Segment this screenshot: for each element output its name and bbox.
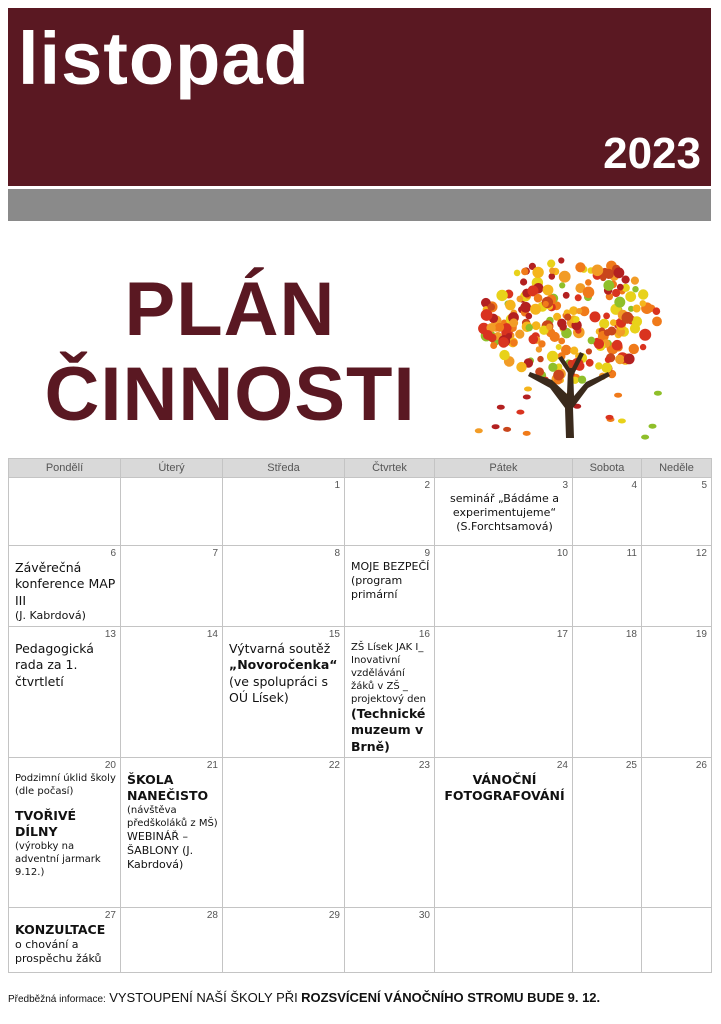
day-cell [121, 627, 223, 758]
weekday-header: Sobota [573, 459, 642, 478]
plan-title-line1: PLÁN [124, 267, 336, 352]
day-cell [223, 907, 345, 972]
day-number: 25 [625, 759, 637, 771]
week-row [9, 546, 712, 627]
day-number: 8 [334, 548, 340, 559]
day-cell [573, 627, 642, 758]
day-cell [223, 757, 345, 907]
day-number: 29 [328, 909, 340, 921]
day-cell [435, 478, 573, 546]
day-cell-empty [121, 478, 223, 546]
day-number: 30 [418, 909, 430, 921]
day-number: 3 [562, 480, 568, 491]
day-cell-empty [9, 478, 121, 546]
day-number: 5 [701, 480, 707, 491]
day-cell [642, 627, 712, 758]
event-conference: Závěrečná konference MAP III [15, 560, 116, 608]
day-cell [642, 546, 712, 627]
day-cell [642, 478, 712, 546]
day-number: 14 [206, 629, 218, 640]
event-seminar: seminář „Bádáme a experimentujeme“ (S.Forchtsamová) [449, 492, 560, 533]
day-cell [573, 757, 642, 907]
weekday-header: Pátek [435, 459, 573, 478]
day-number: 1 [334, 480, 340, 491]
event-teacher-meeting: Pedagogická rada za 1. čtvrtletí [15, 641, 94, 689]
event-cleanup: Podzimní úklid školy (dle počasí) [15, 772, 116, 797]
day-number: 9 [424, 548, 430, 559]
autumn-tree-icon [470, 248, 670, 443]
day-number: 18 [625, 629, 637, 640]
day-number: 10 [556, 548, 568, 559]
day-cell [435, 627, 573, 758]
day-cell [9, 907, 121, 972]
day-number: 4 [631, 480, 637, 491]
footer-text-bold: ROZSVÍCENÍ VÁNOČNÍHO STROMU BUDE 9. 12. [301, 990, 601, 1005]
day-cell [9, 546, 121, 627]
day-number: 15 [328, 629, 340, 640]
day-cell [121, 546, 223, 627]
year-title: 2023 [603, 129, 701, 178]
day-cell [345, 627, 435, 758]
day-number: 6 [110, 548, 116, 559]
day-cell-empty [435, 907, 573, 972]
footer-label: Předběžná informace: [8, 994, 106, 1005]
event-webinar: WEBINÁŘ – ŠABLONY (J. Kabrdová) [127, 830, 194, 871]
event-art-contest-name: „Novoročenka“ [229, 657, 338, 673]
day-cell [9, 757, 121, 907]
event-consultation: KONZULTACE [15, 921, 106, 937]
week-row [9, 757, 712, 907]
event-photo: VÁNOČNÍ FOTOGRAFOVÁNÍ [444, 771, 565, 803]
event-workshops-note: (výrobky na adventní jarmark 9.12.) [15, 841, 101, 879]
day-number: 27 [104, 909, 116, 921]
week-row [9, 907, 712, 972]
event-art-contest-note: (ve spolupráci s OÚ Lísek) [229, 673, 328, 705]
day-number: 23 [418, 759, 430, 771]
calendar-table [8, 458, 712, 973]
weekday-header-row [9, 459, 712, 478]
weekday-header: Středa [223, 459, 345, 478]
day-number: 28 [206, 909, 218, 921]
day-number: 22 [328, 759, 340, 771]
day-cell [121, 907, 223, 972]
day-cell [435, 546, 573, 627]
title-banner [8, 8, 711, 186]
day-number: 17 [556, 629, 568, 640]
plan-title-line2: ČINNOSTI [44, 352, 416, 437]
weekday-header: Čtvrtek [345, 459, 435, 478]
gray-band [8, 189, 711, 221]
month-title: listopad [18, 17, 310, 100]
week-row [9, 478, 712, 546]
day-cell [435, 757, 573, 907]
event-consultation-note: o chování a prospěchu žáků [15, 938, 102, 965]
day-cell [223, 478, 345, 546]
day-cell-empty [573, 907, 642, 972]
day-number: 20 [104, 759, 116, 771]
event-trial-school: ŠKOLA NANEČISTO [127, 771, 209, 803]
day-number: 2 [424, 480, 430, 491]
footer-note [8, 990, 718, 1006]
day-number: 12 [695, 548, 707, 559]
week-row [9, 627, 712, 758]
day-cell [345, 757, 435, 907]
day-cell [121, 757, 223, 907]
day-number: 21 [206, 759, 218, 771]
day-cell [642, 757, 712, 907]
day-cell [345, 907, 435, 972]
weekday-header: Pondělí [9, 459, 121, 478]
weekday-header: Neděle [642, 459, 712, 478]
day-number: 11 [626, 548, 637, 559]
event-project-day: ZŠ Lísek JAK I_ Inovativní vzdělávání žáků v ZŠ _ projektový den [351, 642, 426, 705]
day-cell [223, 546, 345, 627]
footer-text: VYSTOUPENÍ NAŠÍ ŠKOLY PŘI [109, 990, 298, 1005]
day-cell [573, 478, 642, 546]
day-number: 19 [695, 629, 707, 640]
day-number: 16 [418, 629, 430, 640]
event-art-contest: Výtvarná soutěž [229, 641, 331, 656]
event-trial-school-note: (návštěva předškoláků z MŠ) [127, 805, 218, 830]
day-number: 26 [695, 759, 707, 771]
day-cell [345, 546, 435, 627]
event-conference-person: (J. Kabrdová) [15, 608, 86, 622]
day-cell [223, 627, 345, 758]
day-number: 13 [104, 629, 116, 640]
event-project-day-place: (Technické muzeum v Brně) [351, 706, 426, 754]
event-workshops: TVOŘIVÉ DÍLNY [15, 807, 77, 839]
day-cell-empty [642, 907, 712, 972]
event-safety-program: MOJE BEZPEČÍ (program primární [351, 560, 430, 601]
day-cell [345, 478, 435, 546]
day-number: 24 [556, 759, 568, 771]
weekday-header: Úterý [121, 459, 223, 478]
day-number: 7 [212, 548, 218, 559]
day-cell [573, 546, 642, 627]
day-cell [9, 627, 121, 758]
